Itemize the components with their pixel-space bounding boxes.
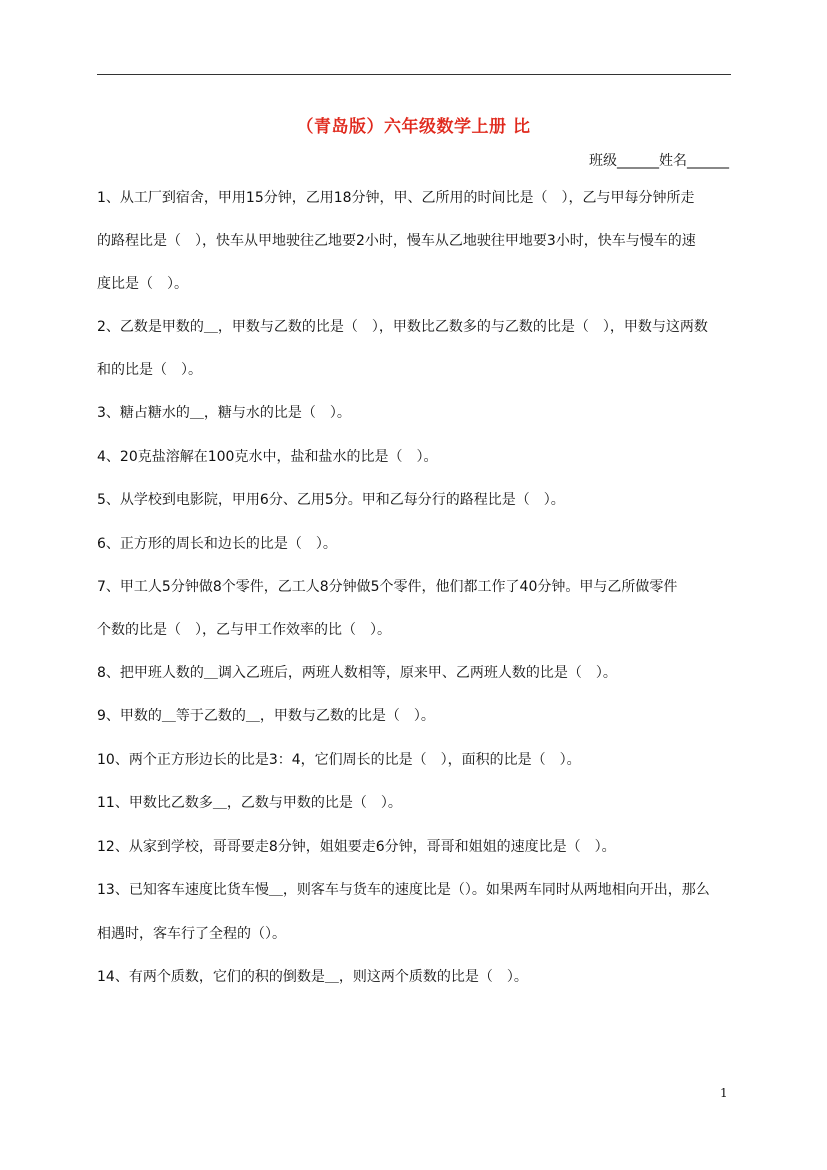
question-line: 个数的比是（ ），乙与甲工作效率的比（ ）。 <box>97 622 391 638</box>
question-line: 11、甲数比乙数多＿，乙数与甲数的比是（ ）。 <box>97 795 402 811</box>
question-line: 2、乙数是甲数的＿，甲数与乙数的比是（ ），甲数比乙数多的与乙数的比是（ ），甲数与这两数 <box>97 319 708 335</box>
class-name-line: 班级______姓名______ <box>589 153 729 169</box>
question-line: 5、从学校到电影院，甲用6分、乙用5分。甲和乙每分行的路程比是（ ）。 <box>97 492 565 508</box>
question-line: 12、从家到学校，哥哥要走8分钟，姐姐要走6分钟，哥哥和姐姐的速度比是（ ）。 <box>97 839 616 855</box>
question-line: 10、两个正方形边长的比是3：4，它们周长的比是（ ），面积的比是（ ）。 <box>97 752 581 768</box>
page-number: 1 <box>720 1086 728 1100</box>
question-line: 和的比是（ ）。 <box>97 362 202 378</box>
question-line: 13、已知客车速度比货车慢＿，则客车与货车的速度比是（）。如果两车同时从两地相向开出，那么 <box>97 882 710 898</box>
question-line: 6、正方形的周长和边长的比是（ ）。 <box>97 536 337 552</box>
question-line: 1、从工厂到宿舍，甲用15分钟，乙用18分钟，甲、乙所用的时间比是（ ），乙与甲每分钟所走 <box>97 190 695 206</box>
header-rule <box>97 74 731 75</box>
question-line: 14、有两个质数，它们的积的倒数是＿，则这两个质数的比是（ ）。 <box>97 969 528 985</box>
question-line: 9、甲数的＿等于乙数的＿，甲数与乙数的比是（ ）。 <box>97 708 435 724</box>
question-line: 7、甲工人5分钟做8个零件，乙工人8分钟做5个零件，他们都工作了40分钟。甲与乙所做零件 <box>97 579 678 595</box>
question-line: 8、把甲班人数的＿调入乙班后，两班人数相等，原来甲、乙两班人数的比是（ ）。 <box>97 665 617 681</box>
question-line: 3、糖占糖水的＿，糖与水的比是（ ）。 <box>97 405 351 421</box>
question-line: 的路程比是（ ），快车从甲地驶往乙地要2小时，慢车从乙地驶往甲地要3小时，快车与慢车的速 <box>97 233 696 249</box>
question-line: 4、20克盐溶解在100克水中，盐和盐水的比是（ ）。 <box>97 449 438 465</box>
question-line: 度比是（ ）。 <box>97 276 188 292</box>
question-line: 相遇时，客车行了全程的（）。 <box>97 926 286 942</box>
worksheet-title: （青岛版）六年级数学上册 比 <box>296 117 531 137</box>
